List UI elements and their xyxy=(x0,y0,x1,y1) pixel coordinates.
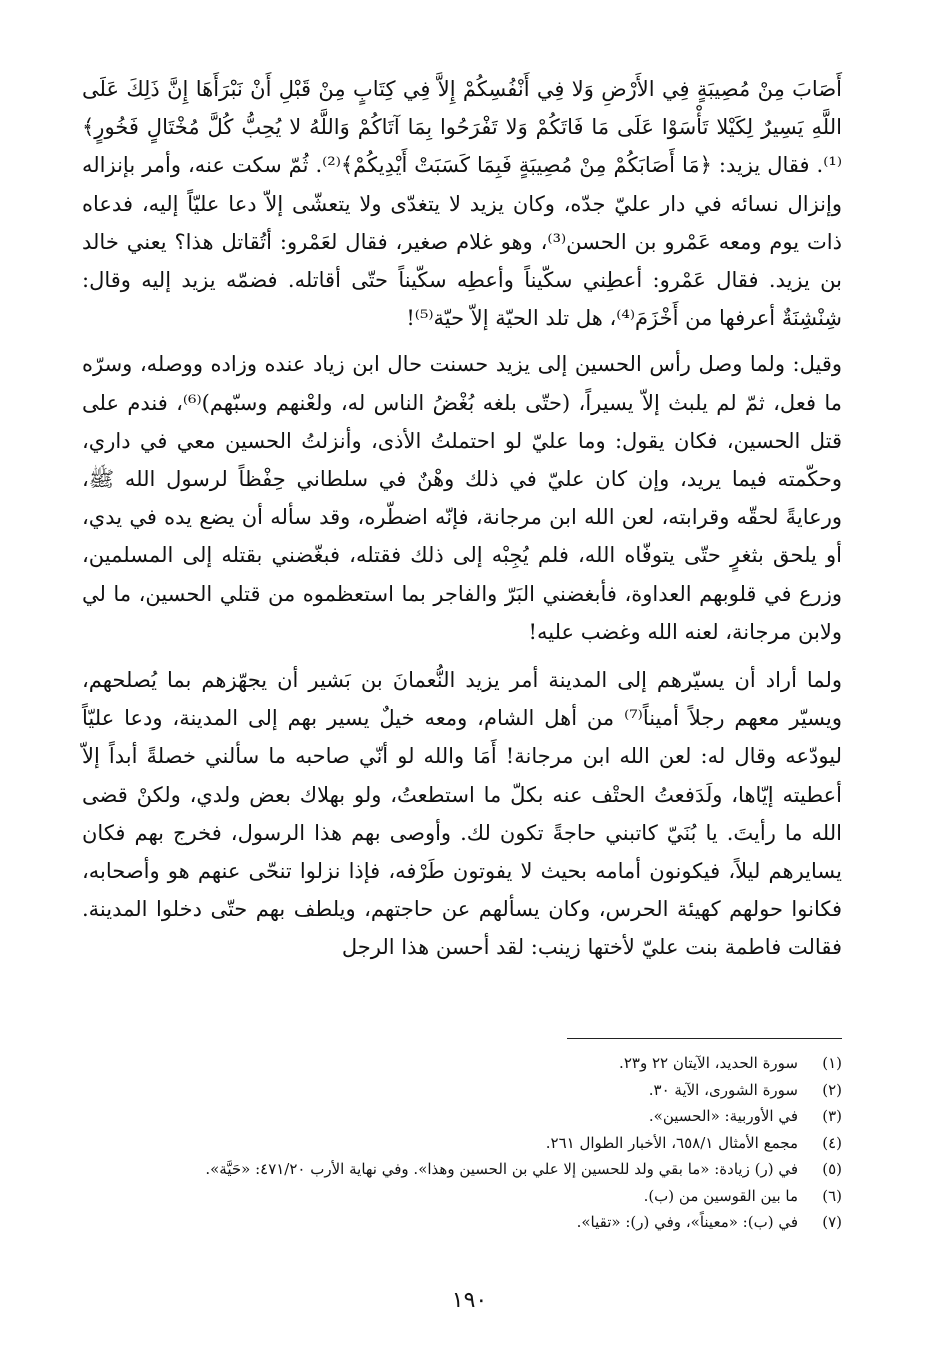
footnote-text: سورة الحديد، الآيتان ٢٢ و٢٣. xyxy=(619,1054,798,1072)
footnote-number: (٢) xyxy=(822,1080,842,1099)
footnote-4 xyxy=(122,1130,842,1157)
footnote-number: (٧) xyxy=(822,1213,842,1231)
footnote-5 xyxy=(122,1156,842,1183)
footnote-text: سورة الشورى، الآية ٣٠. xyxy=(648,1080,798,1099)
footnote-2 xyxy=(122,1077,842,1104)
footnote-3 xyxy=(122,1103,842,1130)
footnote-divider xyxy=(567,1038,842,1039)
footnote-text: في (ب): «معيناً»، وفي (ر): «تقيا». xyxy=(576,1213,798,1231)
footnote-text: في الأوربية: «الحسين». xyxy=(648,1107,798,1125)
footnote-number: (٦) xyxy=(822,1186,842,1205)
footnote-1 xyxy=(122,1050,842,1077)
main-text xyxy=(82,70,842,977)
paragraph-2: وقيل: ولما وصل رأس الحسين إلى يزيد حسنت حال ابن زياد عنده وزاده ووصله، وسرّه ما فعل، ثمّ لم يلبث إلاّ يسيراً، (حتّى بلغه بُغْضُ الناس له، ولعْنهم وسبّهم)⁽⁶⁾، فندم على قتل الحسين، فكان يقول: وما عليّ لو احتملتُ الأذى، وأنزلتُ الحسين معي في داري، وحكّمته فيما يريد، وإن كان عليّ في ذلك وهْنٌ في سلطاني حِفْظاً لرسول الله ﷺ، ورعايةً لحقّه وقرابته، لعن الله ابن مرجانة، فإنّه اضطّره، وقد سأله أن يضع يده في يدي، أو يلحق بثغرٍ حتّى يتوفّاه الله، فلم يُجِبْه إلى ذلك فقتله، فبغّضني بقتله إلى المسلمين، وزرع في قلوبهم العداوة، فأبغضني البَرّ والفاجر بما استعظموه من قتلي الحسين، ما لي ولابن مرجانة، لعنه الله وغضب عليه! xyxy=(82,352,842,644)
footnote-number: (١) xyxy=(822,1054,842,1072)
footnote-text: مجمع الأمثال ٦٥٨/١، الأخبار الطوال ٢٦١. xyxy=(545,1133,798,1152)
footnotes xyxy=(122,1050,842,1236)
footnote-6 xyxy=(122,1183,842,1210)
footnote-text: في (ر) زيادة: «ما بقي ولد للحسين إلا علي بن الحسين وهذا». وفي نهاية الأرب ٤٧١/٢٠: «حَيَّة». xyxy=(205,1160,798,1178)
footnote-7 xyxy=(122,1209,842,1236)
page-number: ١٩٠ xyxy=(451,1288,488,1313)
paragraph-1: أَصَابَ مِنْ مُصِيبَةٍ فِي الأَرْضِ وَلا فِي أَنْفُسِكُمْ إِلاَّ فِي كِتَابٍ مِنْ قَبْلِ أَنْ نَبْرَأَهَا إِنَّ ذَلِكَ عَلَى اللَّهِ يَسِيرٌ لِكَيْلا تَأْسَوْا عَلَى مَا فَاتَكُمْ وَلا تَفْرَحُوا بِمَا آتَاكُمْ وَاللَّهُ لا يُحِبُّ كُلَّ مُخْتَالٍ فَخُورٍ﴾⁽¹⁾. فقال يزيد: ﴿مَا أَصَابَكُمْ مِنْ مُصِيبَةٍ فَبِمَا كَسَبَتْ أَيْدِيكُمْ﴾⁽²⁾. ثُمّ سكت عنه، وأمر بإنزاله وإنزال نسائه في دار عليّ جدّه، وكان يزيد لا يتغدّى ولا يتعشّى إلاّ دعا عليّاً إليه، فدعاه ذات يوم ومعه عَمْرو بن الحسن⁽³⁾، وهو غلام صغير، فقال لعَمْرو: أتُقاتل هذا؟ يعني خالد بن يزيد. فقال عَمْرو: أعطِني سكّيناً وأعطِه سكّيناً حتّى أقاتله. فضمّه يزيد إليه وقال: شِنْشِنَةٌ أعرفها من أَخْزَمَ⁽⁴⁾، هل تلد الحيّة إلاّ حيّة⁽⁵⁾! xyxy=(82,77,842,331)
footnote-number: (٣) xyxy=(822,1107,842,1125)
footnote-number: (٤) xyxy=(822,1133,842,1152)
footnote-number: (٥) xyxy=(822,1160,842,1178)
footnote-text: ما بين القوسين من (ب). xyxy=(643,1186,798,1205)
paragraph-3: ولما أراد أن يسيّرهم إلى المدينة أمر يزيد النُّعمانَ بن بَشير أن يجهّزهم بما يُصلحهم، ويسيّر معهم رجلاً أميناً⁽⁷⁾ من أهل الشام، ومعه خيلٌ يسير بهم إلى المدينة، ودعا عليّاً ليودّعه وقال له: لعن الله ابن مرجانة! أَمَا والله لو أنّي صاحبه ما سألني خصلةً أبداً إلاّ أعطيته إيّاها، ولَدَفعتُ الحتْف عنه بكلّ ما استطعتُ، ولو بهلاك بعض ولدي، ولكنْ قضى الله ما رأيتَ. يا بُنَيّ كاتبني حاجةً تكون لك. وأوصى بهم هذا الرسول، فخرج بهم فكان يسايرهم ليلاً، فيكونون أمامه بحيث لا يفوتون طَرْفه، فإذا نزلوا تنحّى عنهم هو وأصحابه، فكانوا حولهم كهيئة الحرس، وكان يسألهم عن حاجتهم، ويلطف بهم حتّى دخلوا المدينة. فقالت فاطمة بنت عليّ لأختها زينب: لقد أحسن هذا الرجل xyxy=(82,668,842,960)
